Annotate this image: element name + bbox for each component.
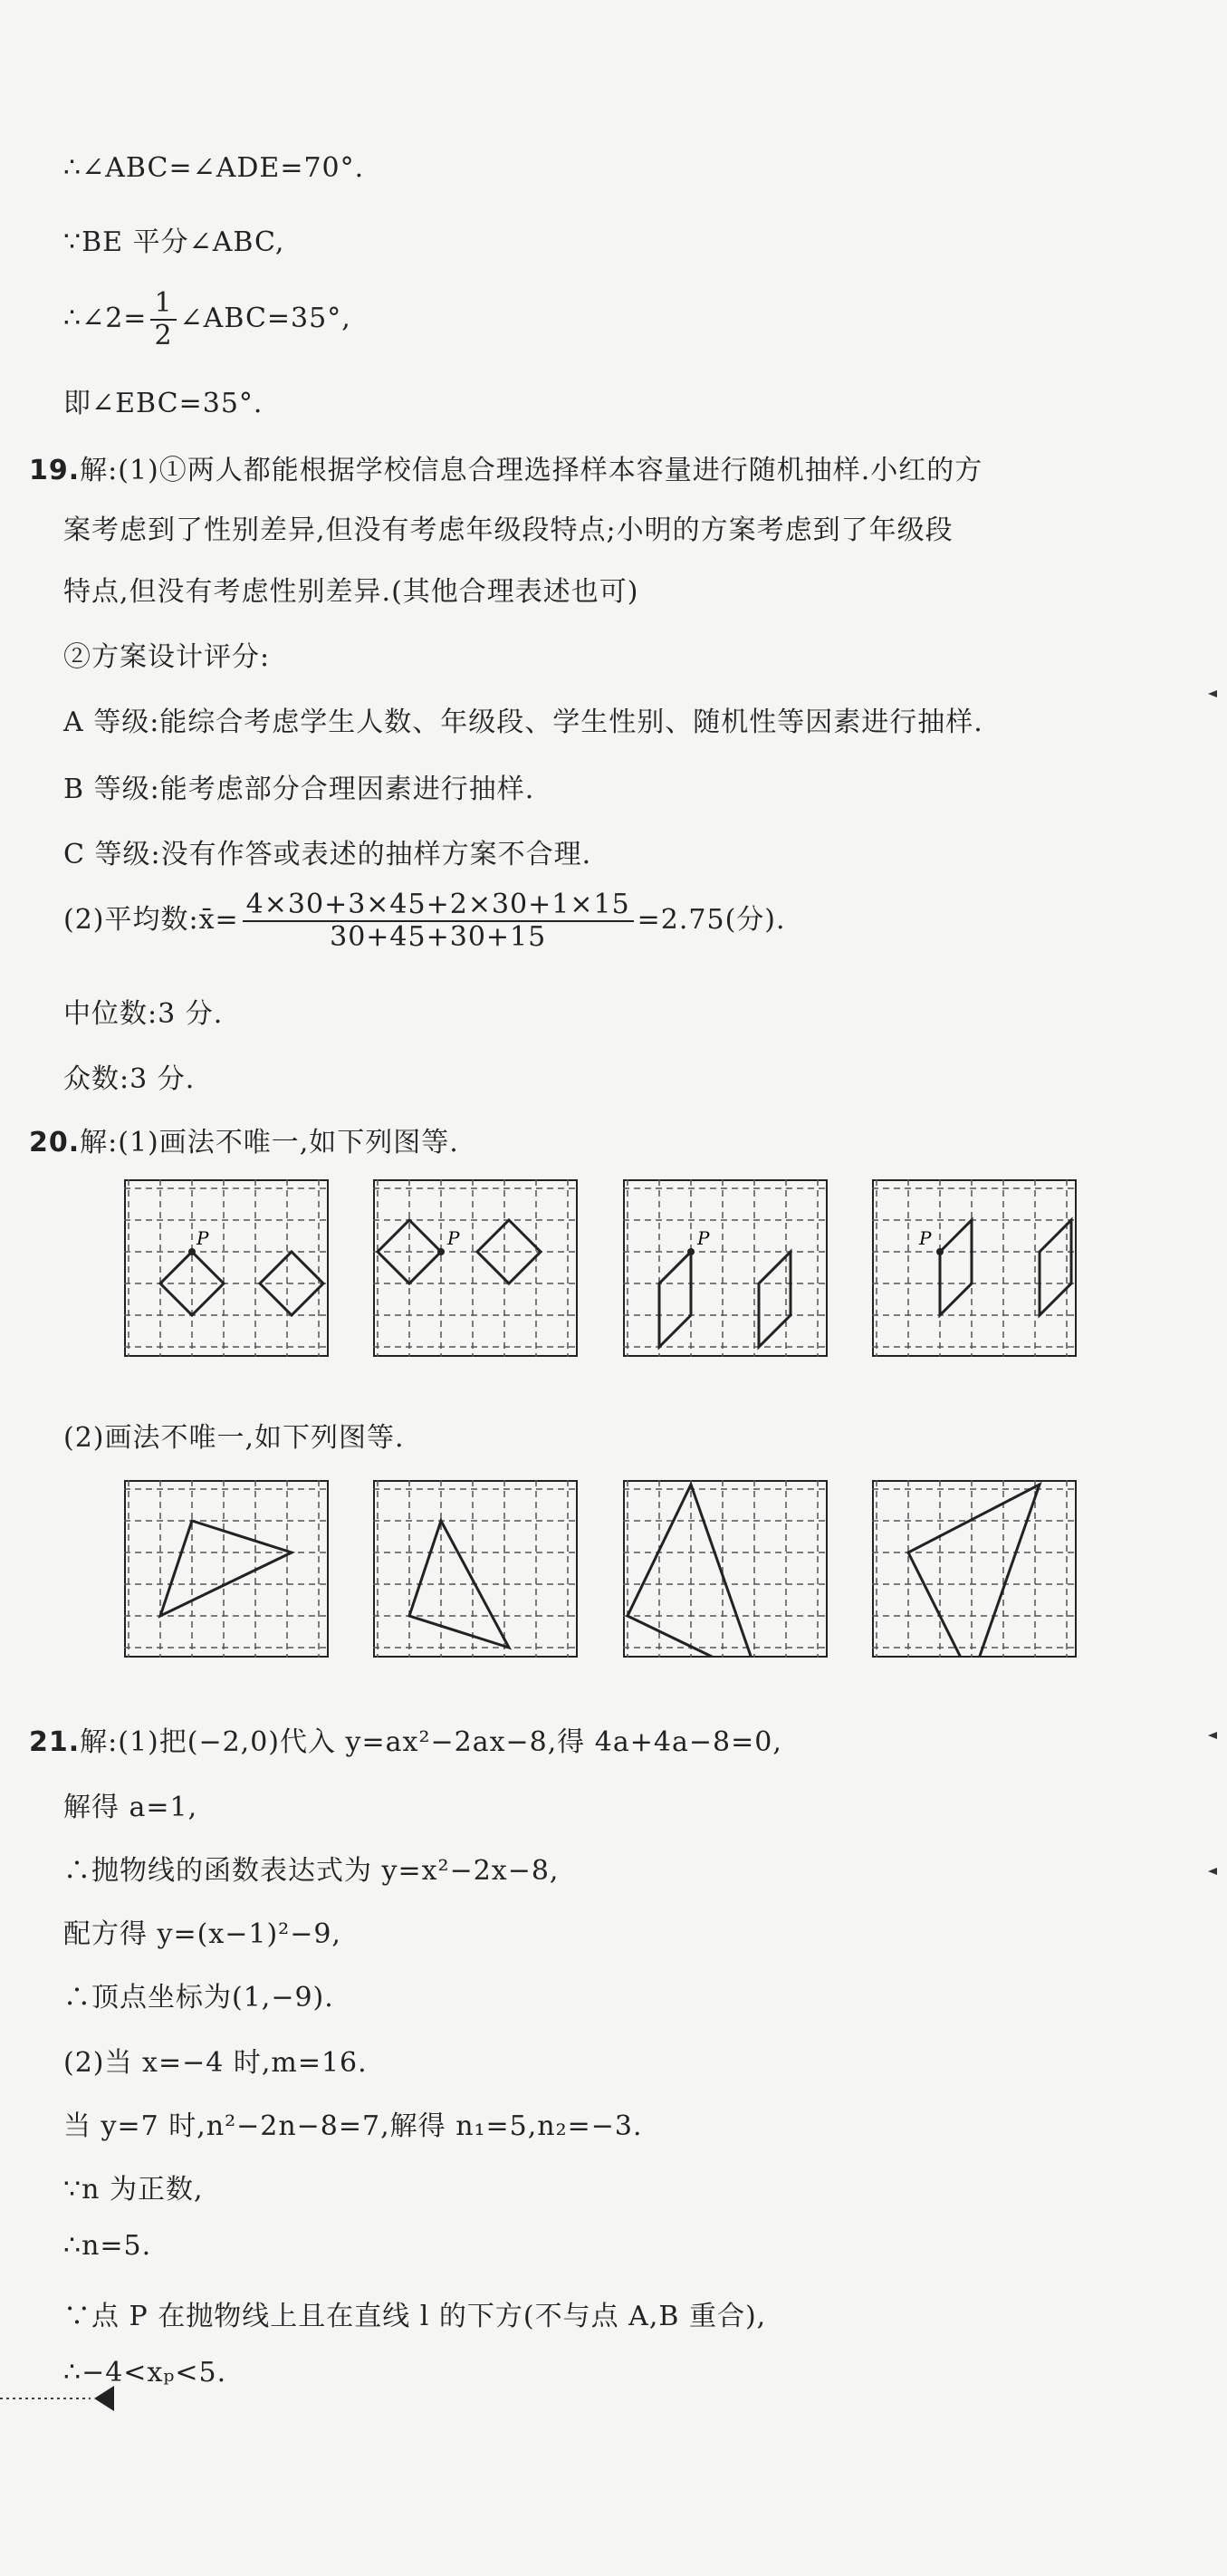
q20-line-1 (29, 1120, 459, 1159)
q19-grade-a: A 等级:能综合考虑学生人数、年级段、学生性别、随机性等因素进行抽样. (63, 706, 983, 738)
parallelogram-left (659, 1252, 691, 1347)
q21-line-10: ∵点 P 在抛物线上且在直线 l 的下方(不与点 A,B 重合), (63, 2301, 767, 2332)
grid-lines (623, 1480, 828, 1658)
grid-frame (374, 1481, 577, 1657)
fraction-denominator: 2 (154, 320, 173, 351)
grid-lines (124, 1480, 329, 1658)
average-numerator: 4×30+3×45+2×30+1×15 (243, 889, 634, 922)
point-p-label: P (197, 1227, 209, 1249)
grid-figure-5 (124, 1480, 329, 1658)
grid-frame (873, 1481, 1076, 1657)
average-prefix: (2)平均数:x̄= (63, 904, 239, 936)
question-number-19: 19. (29, 455, 81, 486)
q20-line-2: (2)画法不唯一,如下列图等. (63, 1422, 405, 1454)
grid-figure-4 (872, 1179, 1077, 1357)
q19-grade-c: C 等级:没有作答或表述的抽样方案不合理. (63, 839, 592, 870)
average-denominator: 30+45+30+15 (330, 921, 547, 953)
triangle (160, 1521, 292, 1616)
grid-frame (125, 1180, 328, 1356)
q21-line-4: 配方得 y=(x−1)²−9, (63, 1918, 341, 1950)
fraction-half (150, 288, 176, 351)
q19-line-1 (29, 447, 983, 487)
point-p (687, 1248, 695, 1255)
q21-line-2: 解得 a=1, (63, 1792, 198, 1823)
q21-line-5: ∴顶点坐标为(1,−9). (63, 1982, 334, 2014)
grid-figure-7 (623, 1480, 828, 1658)
margin-mark-icon (1208, 688, 1219, 699)
point-p (936, 1248, 944, 1255)
q19-mode: 众数:3 分. (63, 1063, 196, 1095)
line-be-bisects: ∵BE 平分∠ABC, (63, 226, 285, 258)
q21-line-7: 当 y=7 时,n²−2n−8=7,解得 n₁=5,n₂=−3. (63, 2110, 643, 2142)
triangle (628, 1485, 759, 1658)
q21-line-6: (2)当 x=−4 时,m=16. (63, 2047, 368, 2079)
parallelogram-left (940, 1220, 972, 1315)
q19-line-2: 案考虑到了性别差异,但没有考虑年级段特点;小明的方案考虑到了年级段 (63, 514, 954, 546)
q19-text-1: 解:(1)①两人都能根据学校信息合理选择样本容量进行随机抽样.小红的方 (80, 455, 983, 486)
q19-average (63, 889, 786, 953)
point-p-label: P (919, 1227, 932, 1249)
q19-line-3: 特点,但没有考虑性别差异.(其他合理表述也可) (63, 576, 639, 608)
q20-text-1: 解:(1)画法不唯一,如下列图等. (80, 1127, 459, 1158)
q19-grade-b: B 等级:能考虑部分合理因素进行抽样. (63, 774, 535, 805)
q21-line-3: ∴抛物线的函数表达式为 y=x²−2x−8, (63, 1855, 560, 1887)
q21-line-1 (29, 1719, 782, 1759)
line-angle-2 (63, 288, 351, 351)
point-p (437, 1248, 445, 1255)
q21-line-9: ∴n=5. (63, 2230, 152, 2262)
grid-figure-6 (373, 1480, 578, 1658)
grid-figure-1 (124, 1179, 329, 1357)
q21-line-8: ∵n 为正数, (63, 2174, 204, 2206)
angle-2-prefix: ∴∠2= (63, 303, 148, 334)
grid-lines (373, 1179, 578, 1357)
grid-lines (872, 1179, 1077, 1357)
average-suffix: =2.75(分). (637, 904, 786, 936)
grid-frame (624, 1180, 827, 1356)
grid-frame (873, 1180, 1076, 1356)
margin-mark-icon (1208, 1866, 1219, 1877)
point-p-label: P (697, 1227, 710, 1249)
q19-line-4: ②方案设计评分: (63, 641, 271, 673)
question-number-21: 21. (29, 1726, 81, 1758)
fraction-numerator: 1 (150, 288, 176, 321)
line-angle-ebc: 即∠EBC=35°. (63, 388, 264, 419)
grid-lines (124, 1179, 329, 1357)
triangle (908, 1485, 1040, 1658)
q21-line-11: ∴−4<xₚ<5. (63, 2357, 227, 2389)
point-p (188, 1248, 196, 1255)
q19-median: 中位数:3 分. (63, 998, 224, 1030)
line-angle-abc: ∴∠ABC=∠ADE=70°. (63, 152, 365, 184)
grid-figure-2 (373, 1179, 578, 1357)
grid-frame (374, 1180, 577, 1356)
page-footer-marker (0, 2380, 181, 2417)
grid-lines (623, 1179, 828, 1357)
angle-2-suffix: ∠ABC=35°, (179, 303, 351, 334)
grid-lines (373, 1480, 578, 1658)
grid-figure-8 (872, 1480, 1077, 1658)
grid-figure-3 (623, 1179, 828, 1357)
average-fraction (243, 889, 634, 953)
grid-lines (872, 1480, 1077, 1658)
point-p-label: P (447, 1227, 460, 1249)
q21-text-1: 解:(1)把(−2,0)代入 y=ax²−2ax−8,得 4a+4a−8=0, (80, 1726, 782, 1758)
margin-mark-icon (1208, 1730, 1219, 1741)
grid-frame (125, 1481, 328, 1657)
question-number-20: 20. (29, 1127, 81, 1158)
left-arrow-icon (94, 2386, 114, 2411)
